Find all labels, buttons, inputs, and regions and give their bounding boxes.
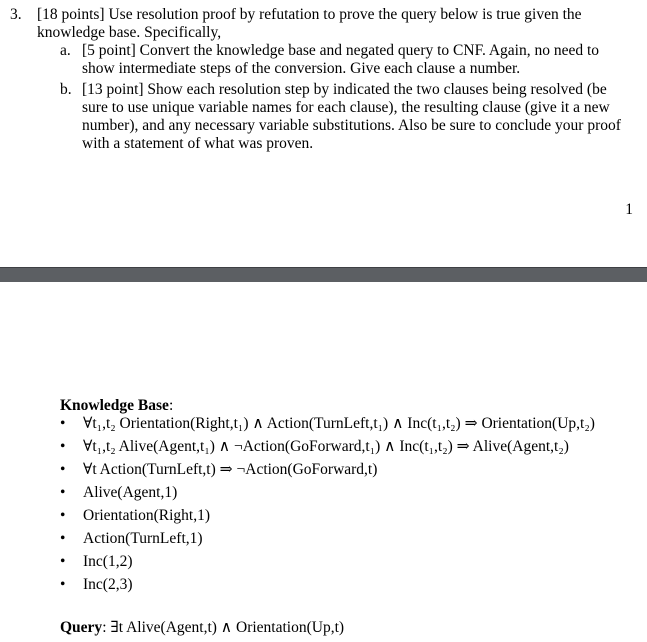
document-page-2 <box>0 282 647 642</box>
bullet-icon: • <box>60 507 66 524</box>
kb-sentence: Alive(Agent,1) <box>83 484 178 501</box>
bullet-icon: • <box>60 553 66 570</box>
kb-sentence: ∀t₁,t₂ Alive(Agent,t₁) ∧ ¬Action(GoForward,t₁) ∧ Inc(t₁,t₂) ⇒ Alive(Agent,t₂) <box>83 438 569 455</box>
kb-sentence: ∀t₁,t₂ Orientation(Right,t₁) ∧ Action(TurnLeft,t₁) ∧ Inc(t₁,t₂) ⇒ Orientation(Up,t₂) <box>83 415 595 432</box>
kb-sentence: Action(TurnLeft,1) <box>83 530 203 547</box>
part-b-line: sure to use unique variable names for each clause), the resulting clause (give it a new <box>82 99 610 116</box>
part-b-line: number), and any necessary variable substitutions. Also be sure to conclude your proof <box>82 117 621 134</box>
question-text-line-1: [18 points] Use resolution proof by refutation to prove the query below is true given the <box>37 6 582 23</box>
page-separator <box>0 267 647 283</box>
part-a-letter: a. <box>60 42 71 59</box>
question-number: 3. <box>10 6 22 23</box>
kb-sentence: Orientation(Right,1) <box>83 507 210 524</box>
question-text-line-2: knowledge base. Specifically, <box>37 24 222 41</box>
document-page-1 <box>0 0 647 267</box>
bullet-icon: • <box>60 530 66 547</box>
kb-sentence: Inc(1,2) <box>83 553 133 570</box>
bullet-icon: • <box>60 415 66 432</box>
part-a-line: show intermediate steps of the conversion. Give each clause a number. <box>82 60 521 77</box>
part-b-body <box>82 81 638 153</box>
kb-sentence: ∀t Action(TurnLeft,t) ⇒ ¬Action(GoForward,t) <box>83 461 378 478</box>
part-b-line: [13 point] Show each resolution step by indicated the two clauses being resolved (be <box>82 81 607 98</box>
knowledge-base-title-text: Knowledge Base <box>60 397 169 414</box>
knowledge-base-title <box>60 397 173 415</box>
part-a-line: [5 point] Convert the knowledge base and negated query to CNF. Again, no need to <box>82 42 600 59</box>
bullet-icon: • <box>60 484 66 501</box>
part-a-body <box>82 42 638 78</box>
query-text: : ∃t Alive(Agent,t) ∧ Orientation(Up,t) <box>102 619 345 636</box>
knowledge-base-title-colon: : <box>168 397 174 414</box>
bullet-icon: • <box>60 461 66 478</box>
part-b-letter: b. <box>60 81 72 98</box>
page-number: 1 <box>625 201 633 218</box>
part-b-line: with a statement of what was proven. <box>82 135 314 152</box>
bullet-icon: • <box>60 438 66 455</box>
kb-sentence: Inc(2,3) <box>83 576 133 593</box>
bullet-icon: • <box>60 576 66 593</box>
query-label: Query <box>60 619 103 636</box>
query <box>60 619 344 637</box>
